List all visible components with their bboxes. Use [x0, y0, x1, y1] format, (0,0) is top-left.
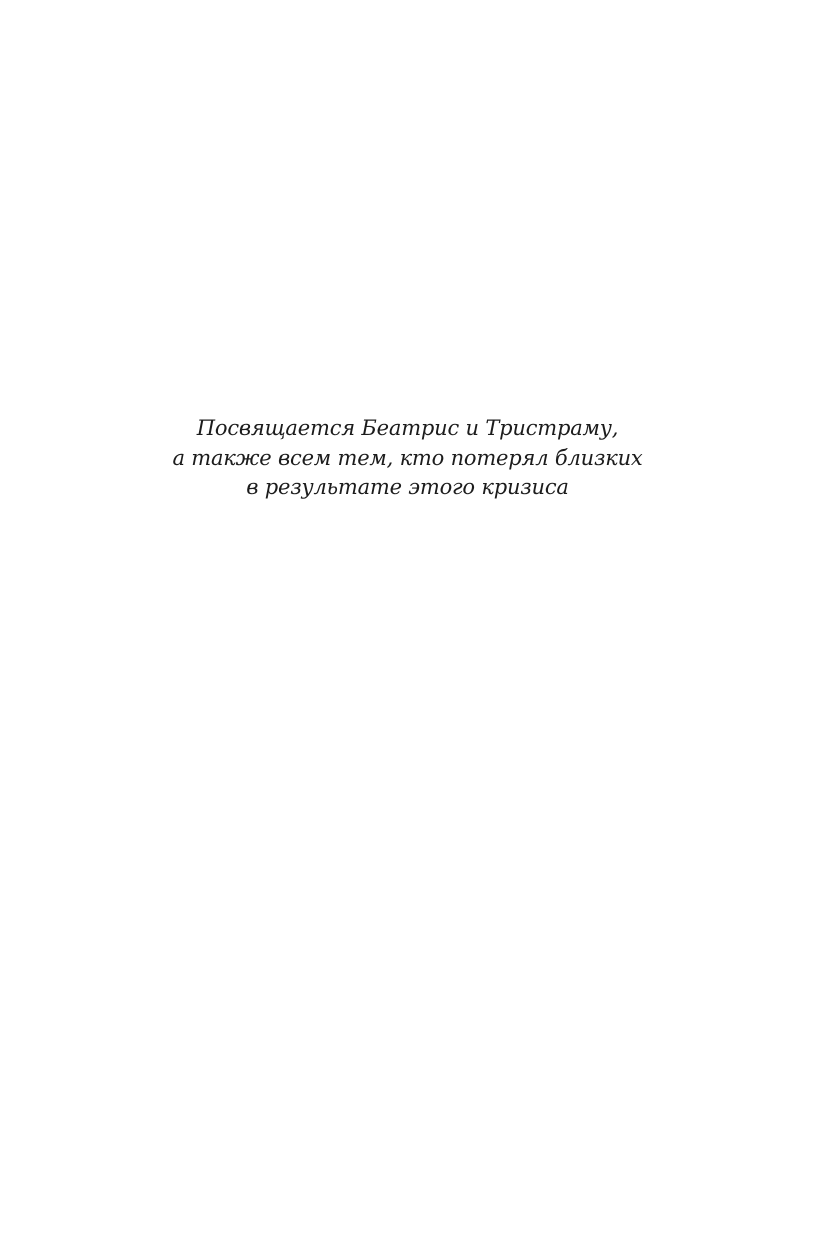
dedication-line-1: Посвящается Беатрис и Тристраму,: [196, 416, 619, 440]
dedication-line-3: в результате этого кризиса: [246, 475, 569, 499]
dedication-text: [0, 414, 815, 503]
dedication-line-2: а также всем тем, кто потерял близких: [172, 445, 643, 470]
